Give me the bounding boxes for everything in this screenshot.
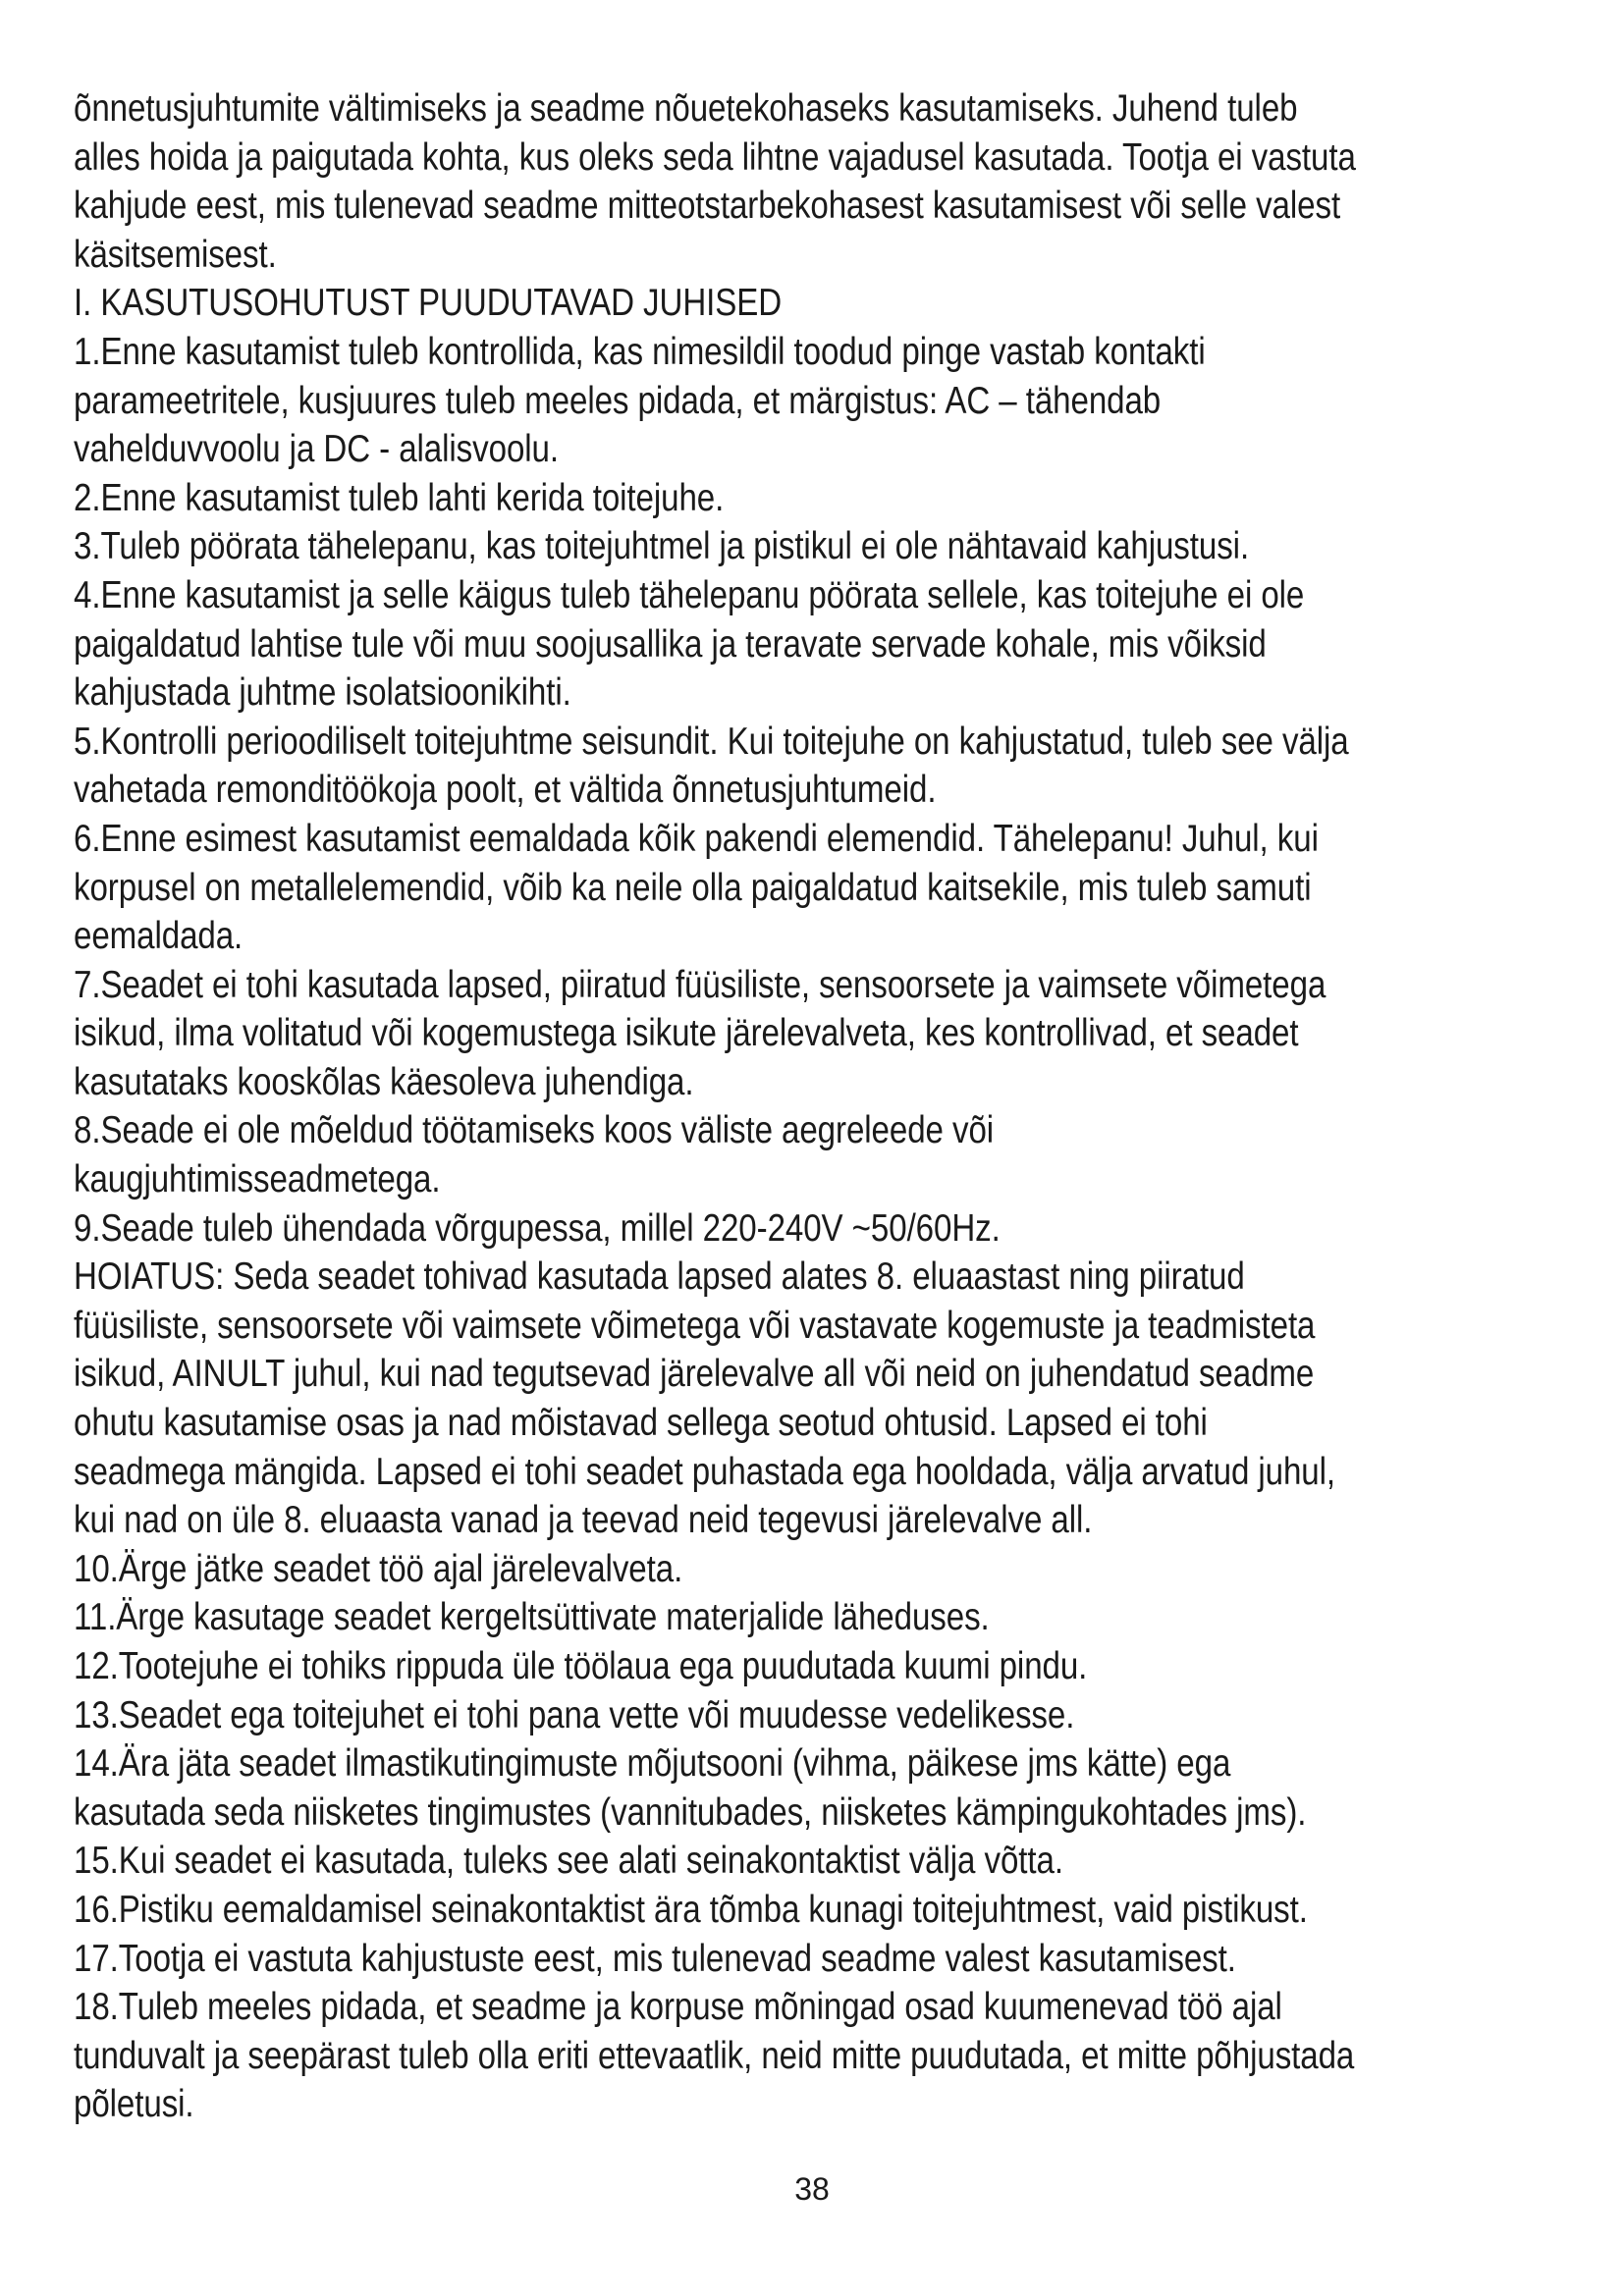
section-heading: I. KASUTUSOHUTUST PUUDUTAVAD JUHISED — [74, 282, 783, 325]
instruction-item-16: 16.Pistiku eemaldamisel seinakontaktist ära tõmba kunagi toitejuhtmest, vaid pistikust. — [74, 1888, 1308, 1931]
intro-paragraph: õnnetusjuhtumite vältimiseks ja seadme nõuetekohaseks kasutamiseks. Juhend tuleb alles hoida ja paigutada kohta, kus oleks seda lihtne vajadusel kasutada. Tootja ei vastuta kahjude eest, mis tulenevad seadme mitteotstarbekohasest kasutamisest või selle valest käsitsemisest. — [74, 87, 1356, 276]
instruction-item-5: 5.Kontrolli perioodiliselt toitejuhtme seisundit. Kui toitejuhe on kahjustatud, tuleb see välja vahetada remonditöökoja poolt, et vältida õnnetusjuhtumeid. — [74, 720, 1349, 812]
page-number: 38 — [794, 2171, 830, 2207]
instruction-item-2: 2.Enne kasutamist tuleb lahti kerida toitejuhe. — [74, 476, 725, 519]
instruction-item-4: 4.Enne kasutamist ja selle käigus tuleb tähelepanu pöörata sellele, kas toitejuhe ei ole paigaldatud lahtise tule või muu soojusallika ja teravate servade kohale, mis võiksid kahjustada juhtme isolatsioonikihti. — [74, 573, 1305, 715]
instruction-item-14: 14.Ära jäta seadet ilmastikutingimuste mõjutsooni (vihma, päikese jms kätte) ega kasutada seda niisketes tingimustes (vannitubades, niisketes kämpingukohtades jms). — [74, 1742, 1307, 1834]
instruction-item-17: 17.Tootja ei vastuta kahjustuste eest, mis tulenevad seadme valest kasutamisest. — [74, 1937, 1236, 1980]
instruction-item-13: 13.Seadet ega toitejuhet ei tohi pana vette või muudesse vedelikesse. — [74, 1693, 1075, 1736]
instruction-item-9: 9.Seade tuleb ühendada võrgupessa, millel 220-240V ~50/60Hz. — [74, 1206, 1001, 1250]
instruction-item-12: 12.Tootejuhe ei tohiks rippuda üle töölaua ega puudutada kuumi pindu. — [74, 1645, 1088, 1687]
instruction-item-1: 1.Enne kasutamist tuleb kontrollida, kas nimesildil toodud pinge vastab kontakti parameetritele, kusjuures tuleb meeles pidada, et märgistus: AC – tähendab vahelduvvoolu ja DC - alalisvoolu. — [74, 330, 1206, 471]
instruction-item-7: 7.Seadet ei tohi kasutada lapsed, piiratud füüsiliste, sensoorsete ja vaimsete võimetega isikud, ilma volitatud või kogemustega isikute järelevalveta, kes kontrollivad, et seadet kasutataks kooskõlas käesoleva juhendiga. — [74, 963, 1326, 1103]
document-body — [74, 84, 1366, 2129]
instruction-item-18: 18.Tuleb meeles pidada, et seadme ja korpuse mõningad osad kuumenevad töö ajal tunduvalt ja seepärast tuleb olla eriti ettevaatlik, neid mitte puudutada, et mitte põhjustada põletusi. — [74, 1986, 1355, 2126]
instruction-item-10: 10.Ärge jätke seadet töö ajal järelevalveta. — [74, 1547, 683, 1590]
instruction-item-6: 6.Enne esimest kasutamist eemaldada kõik pakendi elemendid. Tähelepanu! Juhul, kui korpusel on metallelemendid, võib ka neile olla paigaldatud kaitsekile, mis tuleb samuti eemaldada. — [74, 817, 1319, 958]
instruction-item-8: 8.Seade ei ole mõeldud töötamiseks koos väliste aegreleede või kaugjuhtimisseadmetega. — [74, 1109, 995, 1201]
instruction-item-15: 15.Kui seadet ei kasutada, tuleks see alati seinakontaktist välja võtta. — [74, 1840, 1063, 1883]
warning-paragraph: HOIATUS: Seda seadet tohivad kasutada lapsed alates 8. eluaastast ning piiratud füüsiliste, sensoorsete või vaimsete võimetega või vastavate kogemuste ja teadmisteta isikud, AINULT juhul, kui nad tegutsevad järelevalve all või neid on juhendatud seadme ohutu kasutamise osas ja nad mõistavad sellega seotud ohtusid. Lapsed ei tohi seadmega mängida. Lapsed ei tohi seadet puhastada ega hooldada, välja arvatud juhul, kui nad on üle 8. eluaasta vanad ja teevad neid tegevusi järelevalve all. — [74, 1255, 1336, 1542]
instruction-item-3: 3.Tuleb pöörata tähelepanu, kas toitejuhtmel ja pistikul ei ole nähtavaid kahjustusi. — [74, 525, 1250, 568]
instruction-item-11: 11.Ärge kasutage seadet kergeltsüttivate materjalide läheduses. — [74, 1596, 990, 1639]
